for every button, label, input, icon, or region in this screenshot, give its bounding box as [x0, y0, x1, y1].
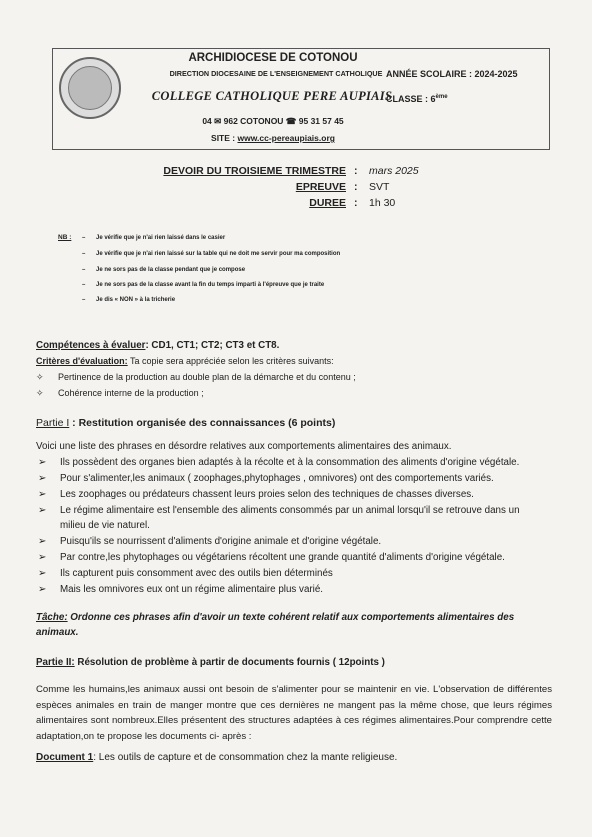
college-name: COLLEGE CATHOLIQUE PERE AUPIAIS — [151, 89, 393, 103]
nb-item: – Je vérifie que je n'ai rien laissé sur la table qui ne doit me servir pour ma composition — [82, 251, 341, 257]
nb-item: – Je dis « NON » à la tricherie — [82, 297, 176, 303]
list-item: ➢ Les zoophages ou prédateurs chassent leurs proies selon des techniques de chasses diverses. — [38, 489, 474, 500]
direction-subtitle: DIRECTION DIOCESAINE DE L'ENSEIGNEMENT CATHOLIQUE — [169, 69, 383, 78]
site-line: SITE : www.cc-pereaupiais.org — [211, 133, 335, 143]
school-header — [52, 48, 550, 150]
list-item: ➢ Par contre,les phytophages ou végétariens récoltent une grande quantité d'aliments d'origine végétale. — [38, 552, 505, 563]
competences-line: Compétences à évaluer: CD1, CT1; CT2; CT3 et CT8. — [36, 340, 280, 351]
list-item: ➢ Le régime alimentaire est l'ensemble des aliments consommés par un animal lorsqu'il se retrouve dans un — [38, 505, 520, 516]
site-link[interactable]: www.cc-pereaupiais.org — [237, 133, 335, 143]
list-item: ➢ Pour s'alimenter,les animaux ( zoophages,phytophages , omnivores) ont des comportements variés. — [38, 473, 494, 484]
partie2-text: Comme les humains,les animaux aussi ont besoin de s'alimenter pour se maintenir en vie. L'observation de différentes espèces animales en train de manger montre que ces dernières ne mangent pas la même chose, que leurs régimes alimentaires sont nombreux.Elles présentent des structures adaptées à ces régimes alimentaires.Pour comprendre cette adaptation,on te propose les documents ci- après : — [36, 684, 552, 742]
school-logo-icon — [59, 57, 121, 119]
list-item: ➢ Puisqu'ils se nourrissent d'aliments d'origine animale et d'origine végétale. — [38, 536, 382, 547]
exam-title: DEVOIR DU TROISIEME TRIMESTRE — [163, 165, 346, 177]
critere-item: ✧ Cohérence interne de la production ; — [36, 388, 204, 398]
school-year: ANNÉE SCOLAIRE : 2024-2025 — [386, 69, 518, 79]
duree-label: DUREE — [309, 197, 346, 209]
contact-line: 04 ✉ 962 COTONOU ☎ 95 31 57 45 — [202, 116, 344, 126]
list-item: ➢ Mais les omnivores eux ont un régime alimentaire plus varié. — [38, 584, 323, 595]
nb-item: – Je vérifie que je n'ai rien laissé dans le casier — [82, 235, 226, 241]
list-item: ➢ Ils capturent puis consomment avec des outils bien déterminés — [38, 568, 333, 579]
list-item: milieu de vie naturel. — [60, 520, 150, 531]
criteres-line: Critères d'évaluation: Ta copie sera appréciée selon les critères suivants: — [36, 356, 334, 366]
exam-date: mars 2025 — [369, 165, 419, 177]
archdiocese-title: ARCHIDIOCESE DE COTONOU — [188, 52, 358, 64]
partie2-heading: Partie II: Résolution de problème à partir de documents fournis ( 12points ) — [36, 657, 385, 668]
epreuve-label: EPREUVE — [295, 181, 346, 193]
task-line-2: animaux. — [36, 627, 79, 638]
list-item: ➢ Ils possèdent des organes bien adaptés à la récolte et à la consommation des aliments d'origine végétale. — [38, 457, 520, 468]
partie1-heading: Partie I : Restitution organisée des connaissances (6 points) — [36, 417, 336, 429]
class-level: CLASSE : 6ème — [386, 94, 448, 104]
critere-item: ✧ Pertinence de la production au double plan de la démarche et du contenu ; — [36, 372, 356, 382]
document1-caption: Document 1: Les outils de capture et de consommation chez la mante religieuse. — [36, 752, 398, 763]
nb-item: – Je ne sors pas de la classe avant la fin du temps imparti à l'épreuve que je traite — [82, 282, 325, 288]
duree-value: 1h 30 — [369, 197, 396, 209]
epreuve-value: SVT — [369, 181, 390, 193]
nb-item: – Je ne sors pas de la classe pendant que je compose — [82, 267, 246, 273]
partie1-intro: Voici une liste des phrases en désordre relatives aux comportements alimentaires des animaux. — [36, 441, 452, 452]
nb-label: NB : — [58, 234, 72, 241]
task-line: Tâche: Ordonne ces phrases afin d'avoir un texte cohérent relatif aux comportements alimentaires des — [36, 612, 515, 623]
